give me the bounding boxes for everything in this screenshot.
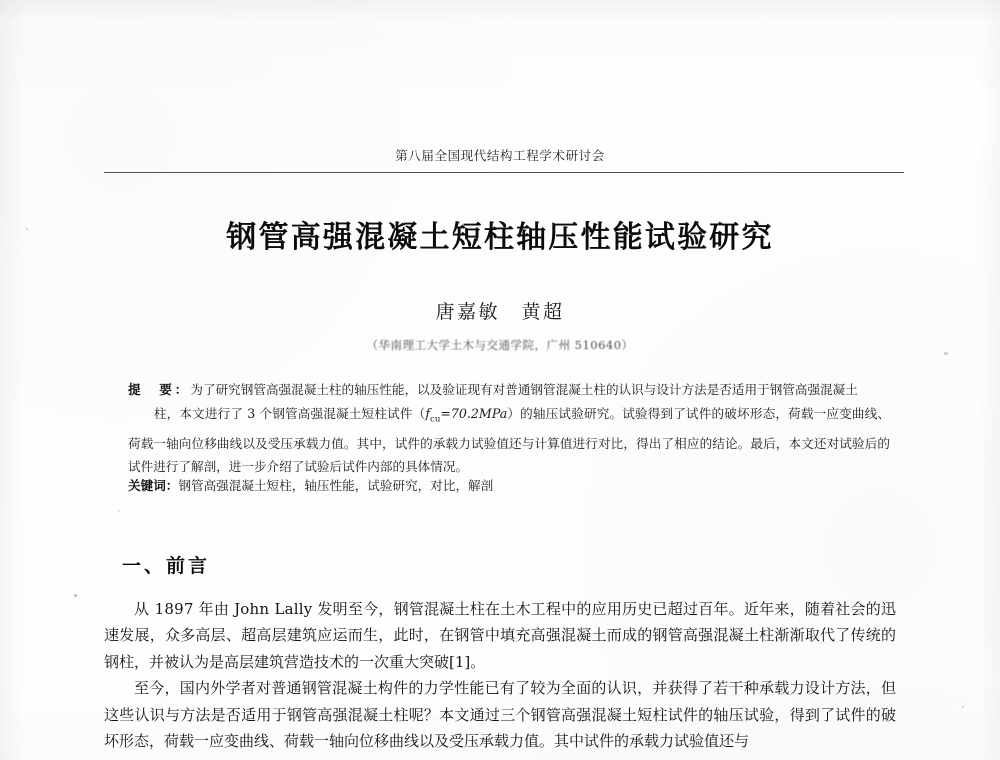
scan-speck [74,594,77,597]
invention-year: 1897 [154,600,194,618]
abstract-line-3: 变曲线、荷载一轴向位移曲线以及受压承载力值。其中，试件的承载力试验值还与计算值进行对比，得出了相应的结论。 [128,405,891,451]
affiliation-line: （华南理工大学土木与交通学院，广州 510640） [366,338,634,352]
formula-value: =70.2MPa [440,405,508,421]
scan-speck [962,706,964,708]
abstract-line-1: 为了研究钢管高强混凝土柱的轴压性能，以及验证现有对普通钢管混凝土柱的认识与设计方法是否适用于钢管高强混凝土 [190,382,858,397]
abstract-paragraph [128,378,890,402]
abstract-paragraph-continued [128,402,890,479]
formula-symbol: f [425,405,431,421]
scan-speck [944,352,948,355]
paragraph-1-pre: 从 [134,600,155,618]
keywords-label: 关键词： [128,478,179,493]
body-paragraph-2: 至今，国内外学者对普通钢管混凝土构件的力学性能已有了较为全面的认识，并获得了若干种承载力设计方法，但这些认识与方法是否适用于钢管高强混凝土柱呢？本文通过三个钢管高强混凝土短柱试件的轴压试验，得到了试件的破坏形态，荷载一应变曲线、荷载一轴向位移曲线以及受压承载力值。其中试件的承载力试验值还与 [104,679,896,751]
body-text [104,596,896,754]
abstract-line-2-post: ）的轴压试验研究。试验得到了试件的破坏形态，荷载一应 [507,405,840,421]
paragraph-1-post: 发明至今，钢管混凝土柱在土木工程中的应用历史已超过百年。近年来，随着社会的迅速发展，众多高层、超高层建筑应运而生，此时，在钢管中填充高强混凝土而成的钢管高强混凝土柱渐渐取代了传统的钢柱，并被认为是高层建筑营造技术的一次重大突破[1]。 [104,600,896,671]
header-rule [104,172,904,173]
abstract-label: 提 要： [128,382,191,397]
section-heading-introduction: 一、前言 [122,555,211,577]
formula-subscript: cu [430,414,441,425]
inventor-name: John Lally [234,600,313,618]
abstract-line-2-pre: 柱，本文进行了 3 个钢管高强混凝土短柱试件（ [153,405,426,421]
author-list: 唐嘉敏 黄超 [435,301,565,323]
abstract-line-4: 最后，本文还对试验后的试件进行了解剖，进一步介绍了试验后试件内部的具体情况。 [128,435,891,475]
scan-speck [26,228,28,230]
scan-speck [118,510,120,512]
running-header: 第八届全国现代结构工程学术研讨会 [395,148,605,163]
keywords-block [128,474,890,498]
body-paragraph-1 [104,596,896,675]
keywords-value: 钢管高强混凝土短柱，轴压性能，试验研究，对比，解剖 [178,478,494,493]
compressive-strength-formula [425,405,508,425]
page-title: 钢管高强混凝土短柱轴压性能试验研究 [226,220,774,255]
paragraph-1-mid: 年由 [193,600,235,618]
abstract-block [128,378,890,479]
